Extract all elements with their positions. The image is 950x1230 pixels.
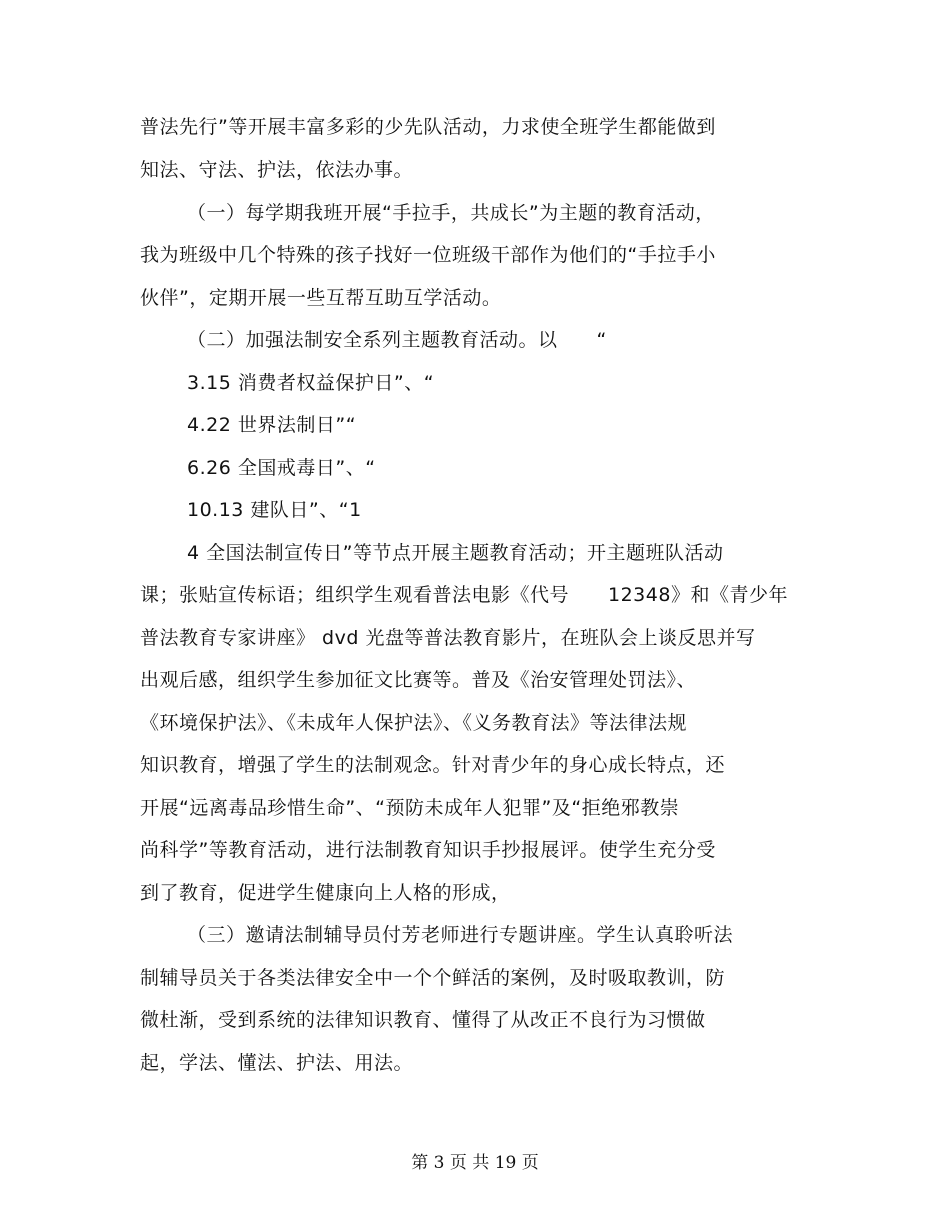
text-line: 起，学法、懂法、护法、用法。	[140, 1052, 414, 1074]
text-line: 《环境保护法》、《未成年人保护法》、《义务教育法》等法律法规	[140, 712, 688, 734]
text-line: 我为班级中几个特殊的孩子找好一位班级干部作为他们的“手拉手小	[140, 244, 716, 266]
text-line: 课；张贴宣传标语；组织学生观看普法电影《代号 12348》和《青少年	[140, 584, 788, 606]
text-line: 6.26 全国戒毒日”、“	[187, 457, 376, 479]
text-line: 3.15 消费者权益保护日”、“	[187, 372, 435, 394]
text-line: 伙伴”，定期开展一些互帮互助互学活动。	[140, 287, 502, 309]
text-line: 制辅导员关于各类法律安全中一个个鲜活的案例，及时吸取教训，防	[140, 967, 726, 989]
text-line: 知识教育，增强了学生的法制观念。针对青少年的身心成长特点，还	[140, 754, 726, 776]
text-line: （三）邀请法制辅导员付芳老师进行专题讲座。学生认真聆听法	[187, 924, 734, 946]
text-line: 微杜渐，受到系统的法律知识教育、懂得了从改正不良行为习惯做	[140, 1009, 706, 1031]
text-line: 10.13 建队日”、“1	[187, 499, 362, 521]
text-line: 开展“远离毒品珍惜生命”、“预防未成年人犯罪”及“拒绝邪教崇	[140, 797, 680, 819]
text-line: （二）加强法制安全系列主题教育活动。以 “	[187, 329, 607, 351]
text-line: （一）每学期我班开展“手拉手，共成长”为主题的教育活动，	[187, 202, 715, 224]
text-line: 4.22 世界法制日”“	[187, 414, 357, 436]
text-line: 出观后感，组织学生参加征文比赛等。普及《治安管理处罚法》、	[140, 669, 697, 691]
text-line: 知法、守法、护法，依法办事。	[140, 159, 414, 181]
text-line: 尚科学”等教育活动，进行法制教育知识手抄报展评。使学生充分受	[140, 839, 716, 861]
text-line: 普法教育专家讲座》 dvd 光盘等普法教育影片，在班队会上谈反思并写	[140, 627, 756, 649]
text-line: 4 全国法制宣传日”等节点开展主题教育活动；开主题班队活动	[187, 542, 724, 564]
page-number-footer: 第 3 页 共 19 页	[411, 1153, 539, 1173]
text-line: 普法先行”等开展丰富多彩的少先队活动，力求使全班学生都能做到	[140, 116, 716, 138]
text-line: 到了教育，促进学生健康向上人格的形成，	[140, 882, 511, 904]
